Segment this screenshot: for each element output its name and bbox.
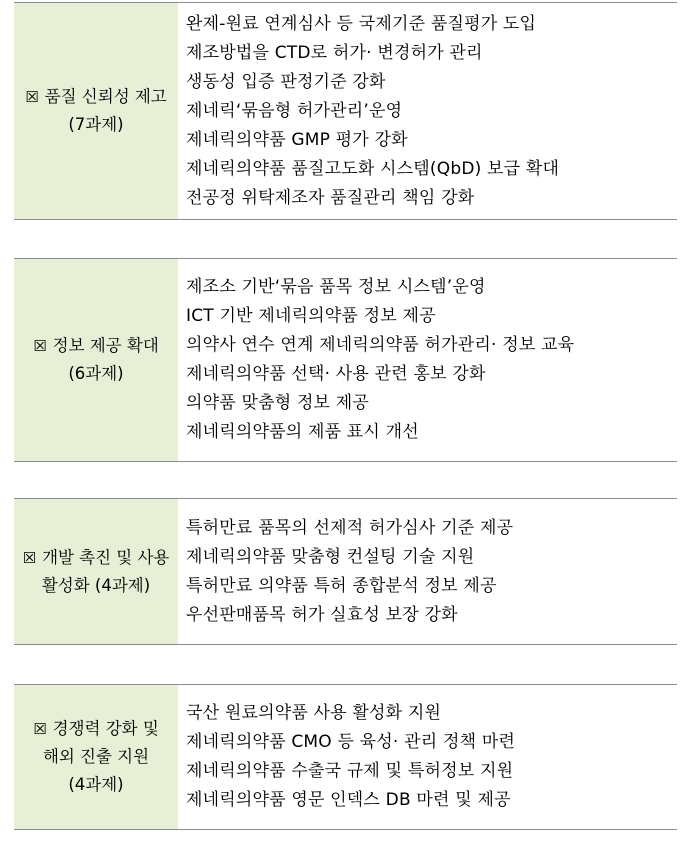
task-item: 제네릭‘묶음형 허가관리’운영 — [186, 100, 403, 121]
task-item: 의약사 연수 연계 제네릭의약품 허가관리· 정보 교육 — [186, 335, 575, 355]
task-item: 국산 원료의약품 사용 활성화 지원 — [186, 703, 442, 723]
task-item: 제네릭의약품 수출국 규제 및 특허정보 지원 — [186, 761, 514, 781]
task-list — [178, 499, 677, 644]
category-cell — [14, 685, 178, 829]
task-item: 특허만료 의약품 특허 종합분석 정보 제공 — [186, 575, 497, 596]
section-development — [14, 498, 677, 645]
category-count: (4과제) — [68, 775, 124, 794]
task-list — [178, 3, 677, 219]
task-item: 제조소 기반‘묶음 품목 정보 시스템’운영 — [186, 277, 486, 297]
category-cell — [14, 3, 178, 219]
category-title: ☒ 경쟁력 강화 및 — [33, 719, 159, 738]
category-title: ☒ 품질 신뢰성 제고 — [25, 87, 167, 106]
task-item: 완제-원료 연계심사 등 국제기준 품질평가 도입 — [186, 13, 537, 34]
task-item: 우선판매품목 허가 실효성 보장 강화 — [186, 604, 458, 625]
task-item: ICT 기반 제네릭의약품 정보 제공 — [186, 306, 436, 326]
category-count: 활성화 (4과제) — [41, 575, 151, 595]
task-item: 전공정 위탁제조자 품질관리 책임 강화 — [186, 187, 475, 208]
category-title: ☒ 정보 제공 확대 — [33, 336, 159, 355]
category-count: (6과제) — [68, 364, 124, 383]
checkbox-icon: ☒ — [33, 337, 47, 355]
task-item: 제네릭의약품 품질고도화 시스템(QbD) 보급 확대 — [186, 158, 560, 179]
task-item: 의약품 맞춤형 정보 제공 — [186, 393, 370, 413]
task-item: 제네릭의약품 CMO 등 육성· 관리 정책 마련 — [186, 732, 516, 752]
task-item: 제네릭의약품 영문 인덱스 DB 마련 및 제공 — [186, 790, 511, 810]
task-item: 특허만료 품목의 선제적 허가심사 기준 제공 — [186, 517, 514, 538]
task-list — [178, 685, 677, 829]
task-item: 제네릭의약품 선택· 사용 관련 홍보 강화 — [186, 364, 486, 384]
task-item: 제조방법을 CTD로 허가· 변경허가 관리 — [186, 42, 483, 63]
checkbox-icon: ☒ — [25, 88, 39, 106]
category-cell — [14, 259, 178, 461]
task-list — [178, 259, 677, 461]
section-quality — [14, 2, 677, 220]
task-item: 제네릭의약품 맞춤형 컨설팅 기술 지원 — [186, 546, 475, 567]
category-title: ☒ 개발 촉진 및 사용 — [22, 547, 170, 567]
task-item: 생동성 입증 판정기준 강화 — [186, 71, 386, 92]
category-subtitle: 해외 진출 지원 — [42, 747, 150, 766]
task-item: 제네릭의약품 GMP 평가 강화 — [186, 129, 408, 150]
category-count: (7과제) — [68, 115, 124, 134]
category-cell — [14, 499, 178, 644]
section-competitiveness — [14, 684, 677, 830]
task-item: 제네릭의약품의 제품 표시 개선 — [186, 422, 419, 442]
section-information — [14, 258, 677, 462]
checkbox-icon: ☒ — [22, 548, 37, 567]
checkbox-icon: ☒ — [33, 720, 47, 738]
